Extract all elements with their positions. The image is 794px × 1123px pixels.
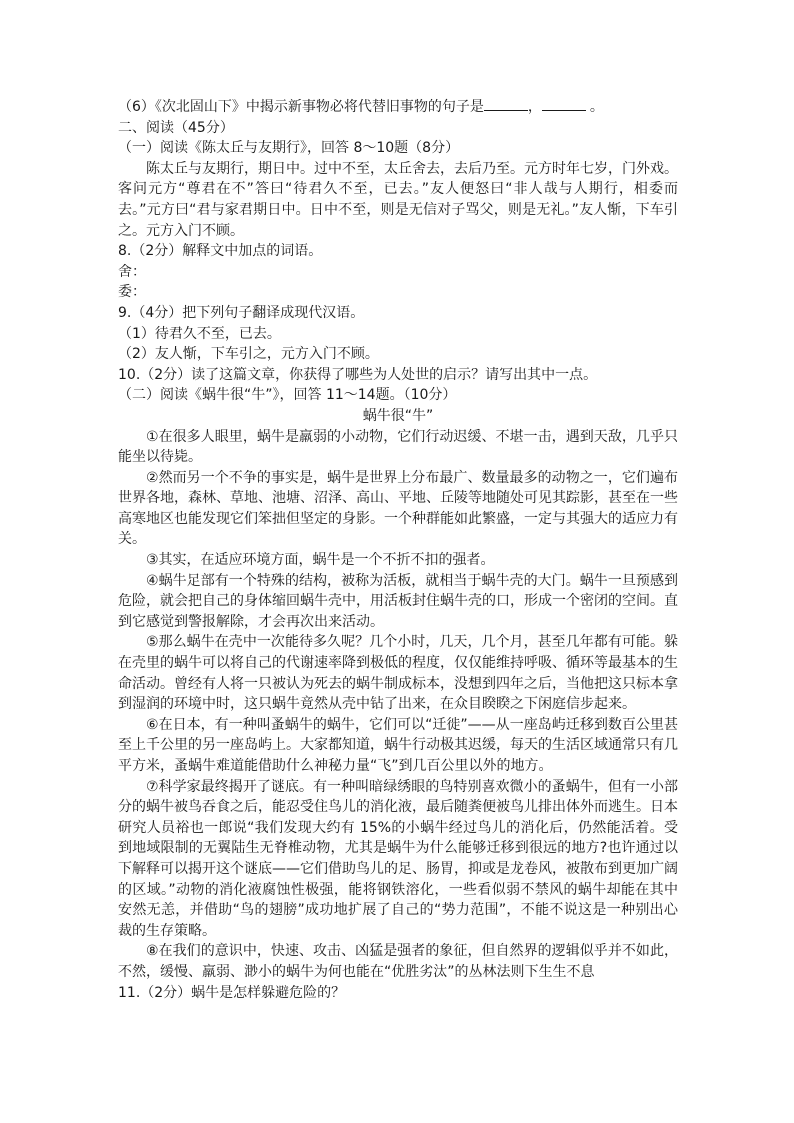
question-6 [118, 96, 678, 118]
question-9-item-2: （2）友人惭，下车引之，元方入门不顾。 [118, 346, 379, 363]
article-paragraph-1: ①在很多人眼里，蜗牛是羸弱的小动物，它们行动迟缓、不堪一击，遇到天敌，几乎只能坐以待毙。 [118, 428, 678, 466]
article-paragraph-5: ⑤那么蜗牛在壳中一次能待多久呢？几个小时，几天，几个月，甚至几年都有可能。躲在壳里的蜗牛可以将自己的代谢速率降到极低的程度，仅仅能维持呼吸、循环等最基本的生命活动。曾经有人将一只被认为死去的蜗牛制成标本，没想到四年之后，当他把这只标本拿到湿润的环境中时，这只蜗牛竟然从壳中钻了出来，在众目睽睽之下闲庭信步起来。 [118, 634, 678, 713]
question-8: 8.（2分）解释文中加点的词语。 [118, 243, 323, 260]
part2-heading: （二）阅读《蜗牛很“牛”》，回答 11～14题。（10分） [118, 387, 457, 404]
article-paragraph-8: ⑧在我们的意识中，快速、攻击、凶猛是强者的象征，但自然界的逻辑似乎并不如此，不然，缓慢、羸弱、渺小的蜗牛为何也能在“优胜劣汰”的丛林法则下生生不息 [118, 943, 678, 980]
answer-blank-1[interactable] [484, 96, 528, 111]
article-title: 蜗牛很“牛” [362, 407, 434, 424]
article-paragraph-2: ②然而另一个不争的事实是，蜗牛是世界上分布最广、数量最多的动物之一，它们遍布世界各地，森林、草地、池塘、沼泽、高山、平地、丘陵等地随处可见其踪影，甚至在一些高寒地区也能发现它们笨拙但坚定的身影。一个种群能如此繁盛，一定与其强大的适应力有关。 [118, 469, 678, 548]
document-page [118, 96, 678, 1003]
section-title: 二、阅读（45分） [118, 119, 234, 136]
question-11: 11.（2分）蜗牛是怎样躲避危险的？ [118, 984, 346, 1001]
question-6-suffix: 。 [589, 99, 604, 115]
question-8-item-she: 舍： [118, 263, 146, 280]
answer-blank-2[interactable] [542, 96, 586, 111]
article-paragraph-7: ⑦科学家最终揭开了谜底。有一种叫暗绿绣眼的鸟特别喜欢微小的蚤蜗牛，但有一小部分的蜗牛被鸟吞食之后，能忍受住鸟儿的消化液，最后随粪便被鸟儿排出体外而逃生。日本研究人员裕也一郎说“我们发现大约有 15%的小蜗牛经过鸟儿的消化后，仍然能活着。受到地域限制的无翼陆生无脊椎动物，尤其是蜗牛为什么能够迁移到很远的地方?也许通过以下解释可以揭开这个谜底——它们借助鸟儿的足、肠胃，抑或是龙卷风，被散布到更加广阔的区域。”动物的消化液腐蚀性极强，能将钢铁溶化，一些看似弱不禁风的蜗牛却能在其中安然无恙，并借助“鸟的翅膀”成功地扩展了自己的“势力范围”，不能不说这是一种别出心裁的生存策略。 [118, 778, 678, 939]
article-paragraph-6: ⑥在日本，有一种叫蚤蜗牛的蜗牛，它们可以“迁徙”——从一座岛屿迁移到数百公里甚至上千公里的另一座岛屿上。大家都知道，蜗牛行动极其迟缓，每天的生活区域通常只有几平方米，蚤蜗牛难道能借助什么神秘力量“飞”到几百公里以外的地方。 [118, 716, 678, 774]
question-10: 10.（2分）读了这篇文章，你获得了哪些为人处世的启示？请写出其中一点。 [118, 366, 598, 383]
question-6-separator: ， [527, 99, 542, 115]
part1-heading: （一）阅读《陈太丘与友期行》，回答 8～10题（8分） [118, 140, 460, 157]
question-6-text: （6）《次北固山下》中揭示新事物必将代替旧事物的句子是 [118, 99, 484, 115]
part1-passage: 陈太丘与友期行，期日中。过中不至，太丘舍去，去后乃至。元方时年七岁，门外戏。客问元方“尊君在不”答曰“待君久不至，已去。”友人便怒曰“非人哉与人期行，相委而去。”元方曰“君与家君期日中。日中不至，则是无信对子骂父，则是无礼。”友人惭，下车引之。元方入门不顾。 [118, 160, 678, 239]
question-8-item-wei: 委： [118, 284, 146, 301]
question-9-item-1: （1）待君久不至，已去。 [118, 325, 281, 342]
question-9: 9.（4分）把下列句子翻译成现代汉语。 [118, 304, 365, 321]
article-paragraph-3: ③其实，在适应环境方面，蜗牛是一个不折不扣的强者。 [146, 552, 495, 569]
article-paragraph-4: ④蜗牛足部有一个特殊的结构，被称为活板，就相当于蜗牛壳的大门。蜗牛一旦预感到危险，就会把自己的身体缩回蜗牛壳中，用活板封住蜗牛壳的口，形成一个密闭的空间。直到它感觉到警报解除，才会再次出来活动。 [118, 572, 678, 630]
